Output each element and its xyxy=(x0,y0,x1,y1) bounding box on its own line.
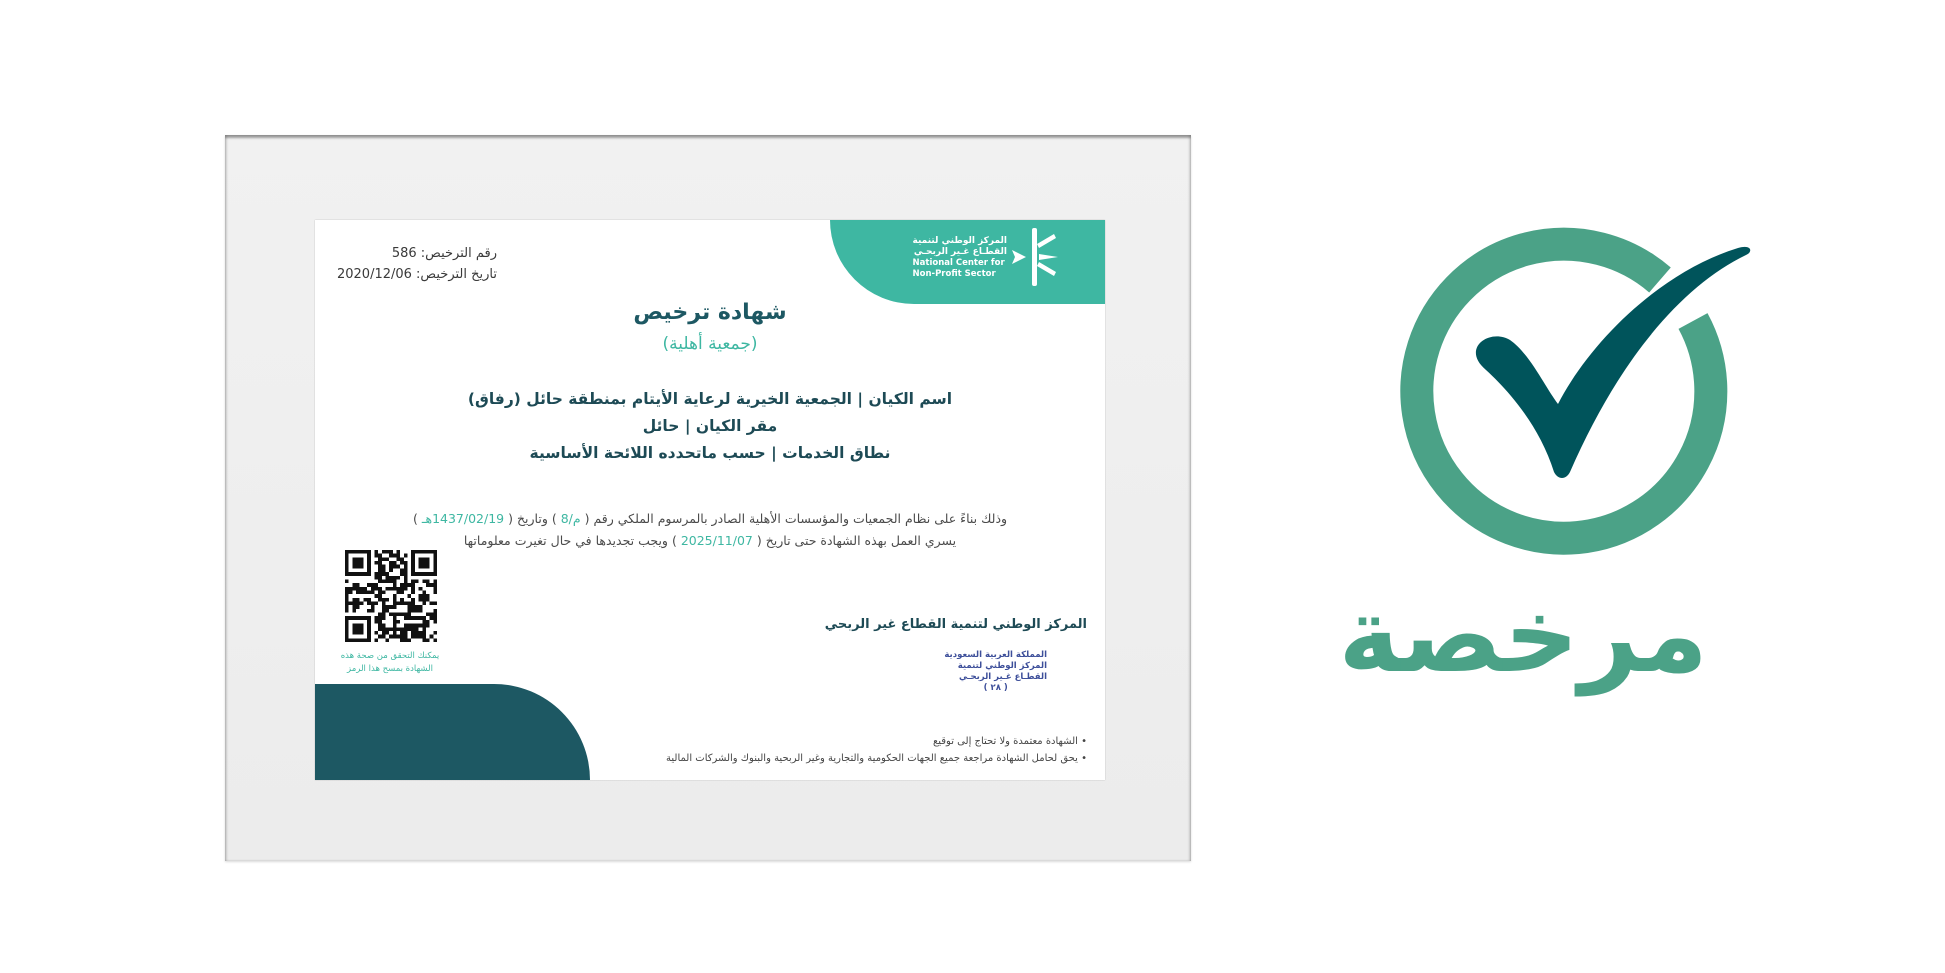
services-scope: نطاق الخدمات | حسب ماتحدده اللائحة الأساسية xyxy=(529,444,891,462)
valid-until-date: 2025/11/07 xyxy=(680,533,753,548)
logo-en-line2: Non-Profit Sector xyxy=(912,269,996,279)
logo-ar-line1: المركز الوطني لتنمية xyxy=(912,236,1007,246)
ncnp-logo-text xyxy=(913,236,1007,280)
qr-caption: يمكنك التحقق من صحة هذه الشهادة بمسح هذا الرمز xyxy=(340,651,440,674)
decree-date: 1437/02/19هـ xyxy=(421,511,505,526)
legal-basis-text xyxy=(315,508,1105,552)
issuer-name: المركز الوطني لتنمية القطاع غير الربحي xyxy=(824,617,1087,632)
entity-name: اسم الكيان | الجمعية الخيرية لرعاية الأيتام بمنطقة حائل (رفاق) xyxy=(467,390,953,408)
validity-line: يسري العمل بهذه الشهادة حتى تاريخ ( 2025/11/07 ) ويجب تجديدها في حال تغيرت معلوماتها xyxy=(463,533,957,548)
logo-ar-line2: القطـاع غـير الربحـي xyxy=(913,247,1007,257)
certificate-frame xyxy=(225,135,1191,861)
certificate-subtitle: (جمعية أهلية) xyxy=(662,334,758,354)
verification-qr-code[interactable] xyxy=(345,550,437,642)
ncnp-logo-icon xyxy=(1012,226,1058,288)
note-no-signature: • الشهادة معتمدة ولا تحتاج إلى توقيع xyxy=(666,733,1087,750)
entity-info xyxy=(315,386,1105,467)
licensed-label: مرخصة xyxy=(1338,574,1708,696)
official-stamp: المملكة العربية السعودية المركز الوطني لتنمية القطـاع غـير الربحـي ( ٢٨ ) xyxy=(944,650,1047,693)
decree-number: م/8 xyxy=(560,511,581,526)
logo-en-line1: National Center for xyxy=(912,258,1005,268)
check-circle-icon xyxy=(1360,222,1760,578)
licensed-badge xyxy=(1360,222,1760,578)
footer-corner-shape xyxy=(315,684,590,780)
decree-line: وذلك بناءً على نظام الجمعيات والمؤسسات الأهلية الصادر بالمرسوم الملكي رقم ( م/8 ) وتاريخ ( 1437/02/19هـ ) xyxy=(412,511,1008,526)
certificate-notes xyxy=(666,733,1087,767)
note-holder-rights: • يحق لحامل الشهادة مراجعة جميع الجهات الحكومية والتجارية وغير الربحية والبنوك والشركات المالية xyxy=(666,750,1087,767)
license-certificate xyxy=(315,220,1105,780)
entity-hq: مقر الكيان | حائل xyxy=(642,417,778,435)
license-date: تاريخ الترخيص: 2020/12/06 xyxy=(336,267,497,282)
header-corner-shape xyxy=(830,220,1105,304)
license-number: رقم الترخيص: 586 xyxy=(391,246,497,261)
certificate-title: شهادة ترخيص xyxy=(633,300,787,325)
license-meta xyxy=(337,243,497,285)
